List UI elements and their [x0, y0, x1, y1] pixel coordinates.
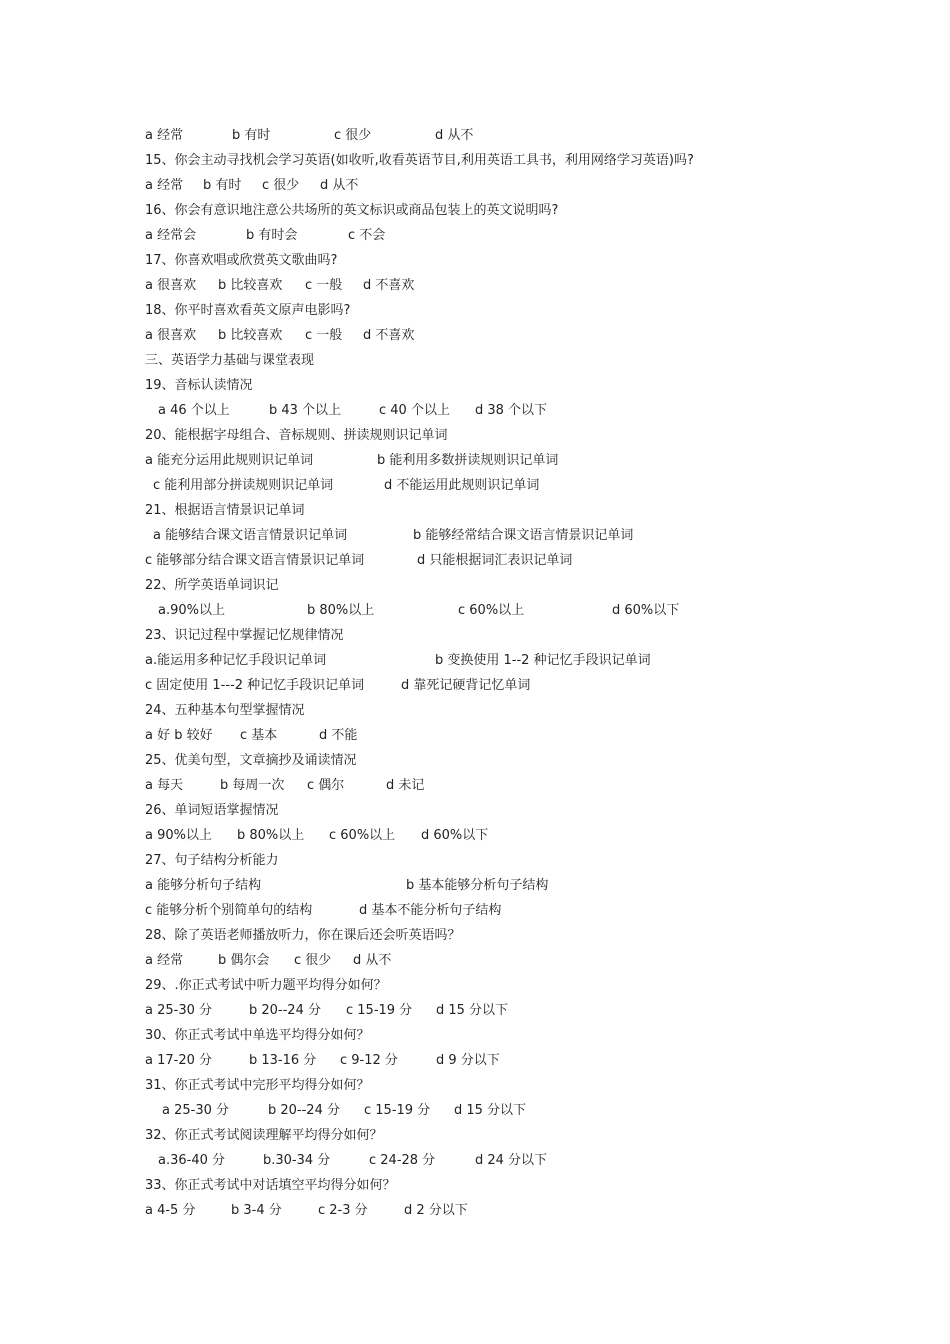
option-b: b 20--24 分 — [268, 1103, 340, 1118]
option-b: b 变换使用 1--2 种记忆手段识记单词 — [435, 653, 651, 668]
option-d: d 从不 — [435, 128, 474, 143]
option-c: c 基本 — [240, 728, 278, 743]
option-b: b 比较喜欢 — [218, 278, 283, 293]
option-a: a 很喜欢 — [145, 278, 197, 293]
question-18: 18、你平时喜欢看英文原声电影吗? — [145, 303, 351, 318]
option-c: c 一般 — [305, 328, 343, 343]
option-b: b 3-4 分 — [231, 1203, 282, 1218]
option-a: a 25-30 分 — [162, 1103, 230, 1118]
option-d: d 不能 — [319, 728, 358, 743]
option-b: b 有时会 — [246, 228, 298, 243]
question-21: 21、根据语言情景识记单词 — [145, 503, 305, 518]
question-29: 29、.你正式考试中听力题平均得分如何？ — [145, 978, 387, 993]
option-b: b 20--24 分 — [249, 1003, 321, 1018]
question-28: 28、除了英语老师播放听力，你在课后还会听英语吗？ — [145, 928, 461, 943]
section-heading: 三、英语学力基础与课堂表现 — [145, 353, 315, 368]
option-d: d 60%以下 — [612, 603, 680, 618]
option-b: b 比较喜欢 — [218, 328, 283, 343]
option-b: b 偶尔会 — [218, 953, 270, 968]
option-a: a 经常 — [145, 178, 184, 193]
option-d: d 未记 — [386, 778, 425, 793]
option-d: d 基本不能分析句子结构 — [359, 903, 502, 918]
option-d: d 不能运用此规则识记单词 — [384, 478, 540, 493]
option-c: c 一般 — [305, 278, 343, 293]
question-20: 20、能根据字母组合、音标规则、拼读规则识记单词 — [145, 428, 448, 443]
question-25: 25、优美句型，文章摘抄及诵读情况 — [145, 753, 357, 768]
question-24: 24、五种基本句型掌握情况 — [145, 703, 305, 718]
option-c: c 很少 — [262, 178, 300, 193]
option-b: b 43 个以上 — [269, 403, 342, 418]
question-16: 16、你会有意识地注意公共场所的英文标识或商品包装上的英文说明吗? — [145, 203, 559, 218]
option-a: a 每天 — [145, 778, 184, 793]
option-a: a.能运用多种记忆手段识记单词 — [145, 653, 327, 668]
option-a: a 经常 — [145, 128, 184, 143]
option-b: b 有时 — [232, 128, 271, 143]
option-a: a 46 个以上 — [158, 403, 230, 418]
option-c: c 很少 — [294, 953, 332, 968]
question-23: 23、识记过程中掌握记忆规律情况 — [145, 628, 344, 643]
option-c: c 15-19 分 — [346, 1003, 413, 1018]
option-b: b 80%以上 — [307, 603, 375, 618]
option-c: c 能利用部分拼读规则识记单词 — [153, 478, 334, 493]
option-d: d 从不 — [353, 953, 392, 968]
option-c: c 2-3 分 — [318, 1203, 368, 1218]
question-19: 19、音标认读情况 — [145, 378, 253, 393]
option-a: a 经常会 — [145, 228, 197, 243]
option-a: a 90%以上 — [145, 828, 212, 843]
question-33: 33、你正式考试中对话填空平均得分如何？ — [145, 1178, 396, 1193]
option-a: a 能够分析句子结构 — [145, 878, 262, 893]
option-d: d 60%以下 — [421, 828, 489, 843]
question-15: 15、你会主动寻找机会学习英语(如收听,收看英语节目,利用英语工具书，利用网络学习英语)吗? — [145, 153, 694, 168]
option-c: c 40 个以上 — [379, 403, 450, 418]
option-d: d 靠死记硬背记忆单词 — [401, 678, 531, 693]
option-c: c 不会 — [348, 228, 386, 243]
question-30: 30、你正式考试中单选平均得分如何？ — [145, 1028, 370, 1043]
option-d: d 15 分以下 — [436, 1003, 509, 1018]
question-17: 17、你喜欢唱或欣赏英文歌曲吗? — [145, 253, 338, 268]
option-c: c 固定使用 1---2 种记忆手段识记单词 — [145, 678, 365, 693]
option-b: b 80%以上 — [237, 828, 305, 843]
option-c: c 能够部分结合课文语言情景识记单词 — [145, 553, 365, 568]
option-d: d 15 分以下 — [454, 1103, 527, 1118]
option-d: d 从不 — [320, 178, 359, 193]
question-22: 22、所学英语单词识记 — [145, 578, 279, 593]
option-a: a 能充分运用此规则识记单词 — [145, 453, 314, 468]
question-27: 27、句子结构分析能力 — [145, 853, 279, 868]
question-26: 26、单词短语掌握情况 — [145, 803, 279, 818]
option-a: a 25-30 分 — [145, 1003, 213, 1018]
option-b: b 基本能够分析句子结构 — [406, 878, 549, 893]
option-d: d 38 个以下 — [475, 403, 548, 418]
option-d: d 9 分以下 — [436, 1053, 500, 1068]
option-d: d 2 分以下 — [404, 1203, 468, 1218]
option-b: b 能利用多数拼读规则识记单词 — [377, 453, 559, 468]
option-d: d 只能根据词汇表识记单词 — [417, 553, 573, 568]
question-31: 31、你正式考试中完形平均得分如何？ — [145, 1078, 370, 1093]
option-a: a 很喜欢 — [145, 328, 197, 343]
option-d: d 24 分以下 — [475, 1153, 548, 1168]
option-c: c 24-28 分 — [369, 1153, 436, 1168]
option-b: b 13-16 分 — [249, 1053, 317, 1068]
option-a: a.36-40 分 — [158, 1153, 226, 1168]
option-c: c 很少 — [334, 128, 372, 143]
option-a: a 4-5 分 — [145, 1203, 196, 1218]
option-a: a.90%以上 — [158, 603, 225, 618]
option-d: d 不喜欢 — [363, 278, 415, 293]
question-32: 32、你正式考试阅读理解平均得分如何？ — [145, 1128, 383, 1143]
option-c: c 60%以上 — [458, 603, 525, 618]
option-b: b 每周一次 — [220, 778, 285, 793]
option-c: c 偶尔 — [307, 778, 345, 793]
option-c: c 60%以上 — [329, 828, 396, 843]
option-a-b: a 好 b 较好 — [145, 728, 213, 743]
option-c: c 9-12 分 — [340, 1053, 398, 1068]
option-c: c 15-19 分 — [364, 1103, 431, 1118]
option-b: b.30-34 分 — [263, 1153, 331, 1168]
option-b: b 有时 — [203, 178, 242, 193]
option-a: a 17-20 分 — [145, 1053, 213, 1068]
option-b: b 能够经常结合课文语言情景识记单词 — [413, 528, 634, 543]
option-c: c 能够分析个别简单句的结构 — [145, 903, 313, 918]
option-a: a 能够结合课文语言情景识记单词 — [153, 528, 348, 543]
option-a: a 经常 — [145, 953, 184, 968]
option-d: d 不喜欢 — [363, 328, 415, 343]
